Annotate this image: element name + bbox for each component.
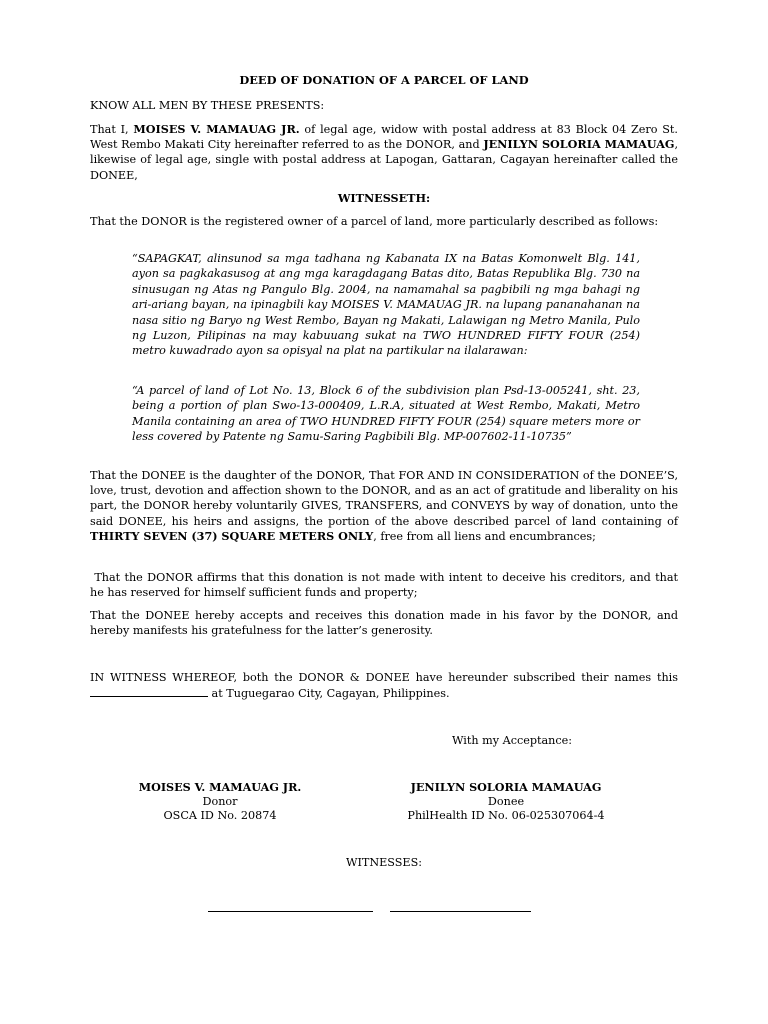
donee-signature-name: JENILYN SOLORIA MAMAUAG xyxy=(410,780,602,794)
affirm-paragraph: That the DONOR affirms that this donation is not made with intent to deceive his creditors, and that he has reserved for himself sufficient funds and property; xyxy=(90,571,682,600)
donor-signature-id: OSCA ID No. 20874 xyxy=(163,809,277,823)
parties-text: That I, xyxy=(90,123,134,136)
document-title: DEED OF DONATION OF A PARCEL OF LAND xyxy=(239,73,529,87)
witness-signature-line-2[interactable] xyxy=(390,911,531,912)
parties-text: of legal age, widow with postal address at 83 Block 04 Zero St. West Rembo Makati City hereinafter referred to as the DONOR, and xyxy=(90,123,678,152)
date-blank-line[interactable] xyxy=(90,685,208,697)
donation-text: , free from all liens and encumbrances; xyxy=(373,529,596,543)
donor-signature-block xyxy=(90,780,350,824)
acceptance-label: With my Acceptance: xyxy=(452,734,573,747)
parties-paragraph xyxy=(90,122,678,183)
intro-line: KNOW ALL MEN BY THESE PRESENTS: xyxy=(90,99,325,112)
quote-paragraph-1: “SAPAGKAT, alinsunod sa mga tadhana ng Kabanata IX na Batas Komonwelt Blg. 141, ayon sa pagkakasusog at ang mga karagdagang Batas dito, Batas Republika Blg. 730 na sinusugan ng Atas ng Pangulo Blg. 2004, na namamahal sa pagbibili ng mga bahagi ng ari-ariang bayan, na ipinagbili kay MOISES V. MAMAUAG JR. na lupang pananahanan na nasa sitio ng Baryo ng West Rembo, Bayan ng Makati, Lalawigan ng Metro Manila, Pulo ng Luzon, Pilipinas na may kabuuang sukat na TWO HUNDRED FIFTY FOUR (254) metro kuwadrado ayon sa opisyal na plat na partikular na ilalarawan: xyxy=(132,252,640,358)
witnesseth-heading: WITNESSETH: xyxy=(337,191,431,205)
witness-text: IN WITNESS WHEREOF, both the DONOR & DONEE have hereunder subscribed their names this xyxy=(90,671,678,684)
donor-signature-role: Donor xyxy=(202,794,238,808)
donee-signature-role: Donee xyxy=(487,794,525,808)
owner-paragraph: That the DONOR is the registered owner of a parcel of land, more particularly described as follows: xyxy=(90,215,659,228)
donation-text: That the DONEE is the daughter of the DONOR, That FOR AND IN CONSIDERATION of the DONEE’S, love, trust, devotion and affection shown to the DONOR, and as an act of gratitude and liberality on his part, the DONOR hereby voluntarily GIVES, TRANSFERS, and CONVEYS by way of donation, unto the said DONEE, his heirs and assigns, the portion of the above described parcel of land containing of xyxy=(90,469,678,528)
donor-signature-name: MOISES V. MAMAUAG JR. xyxy=(138,780,302,794)
parties-text: , likewise of legal age, single with postal address at Lapogan, Gattaran, Cagayan hereinafter called the DONEE, xyxy=(90,138,678,182)
witness-signature-line-1[interactable] xyxy=(208,911,373,912)
donee-name: JENILYN SOLORIA MAMAUAG xyxy=(483,137,675,152)
witnesses-label: WITNESSES: xyxy=(345,856,423,869)
donated-area: THIRTY SEVEN (37) SQUARE METERS ONLY xyxy=(90,528,374,543)
donation-paragraph xyxy=(90,468,678,544)
donor-name: MOISES V. MAMAUAG JR. xyxy=(133,122,300,136)
donee-signature-id: PhilHealth ID No. 06-025307064-4 xyxy=(407,809,605,823)
witness-paragraph xyxy=(90,670,678,701)
witness-text: at Tuguegarao City, Cagayan, Philippines. xyxy=(208,687,450,701)
quote-paragraph-2: “A parcel of land of Lot No. 13, Block 6 of the subdivision plan Psd-13-005241, sht. 23, being a portion of plan Swo-13-000409, L.R.A, situated at West Rembo, Makati, Metro Manila containing an area of TWO HUNDRED FIFTY FOUR (254) square meters more or less covered by Patente ng Samu-Saring Pagbibili Blg. MP-007602-11-10735” xyxy=(132,384,640,444)
accept-paragraph: That the DONEE hereby accepts and receives this donation made in his favor by the DONOR, and hereby manifests his gratefulness for the latter’s generosity. xyxy=(90,609,678,638)
donee-signature-block xyxy=(376,780,636,824)
